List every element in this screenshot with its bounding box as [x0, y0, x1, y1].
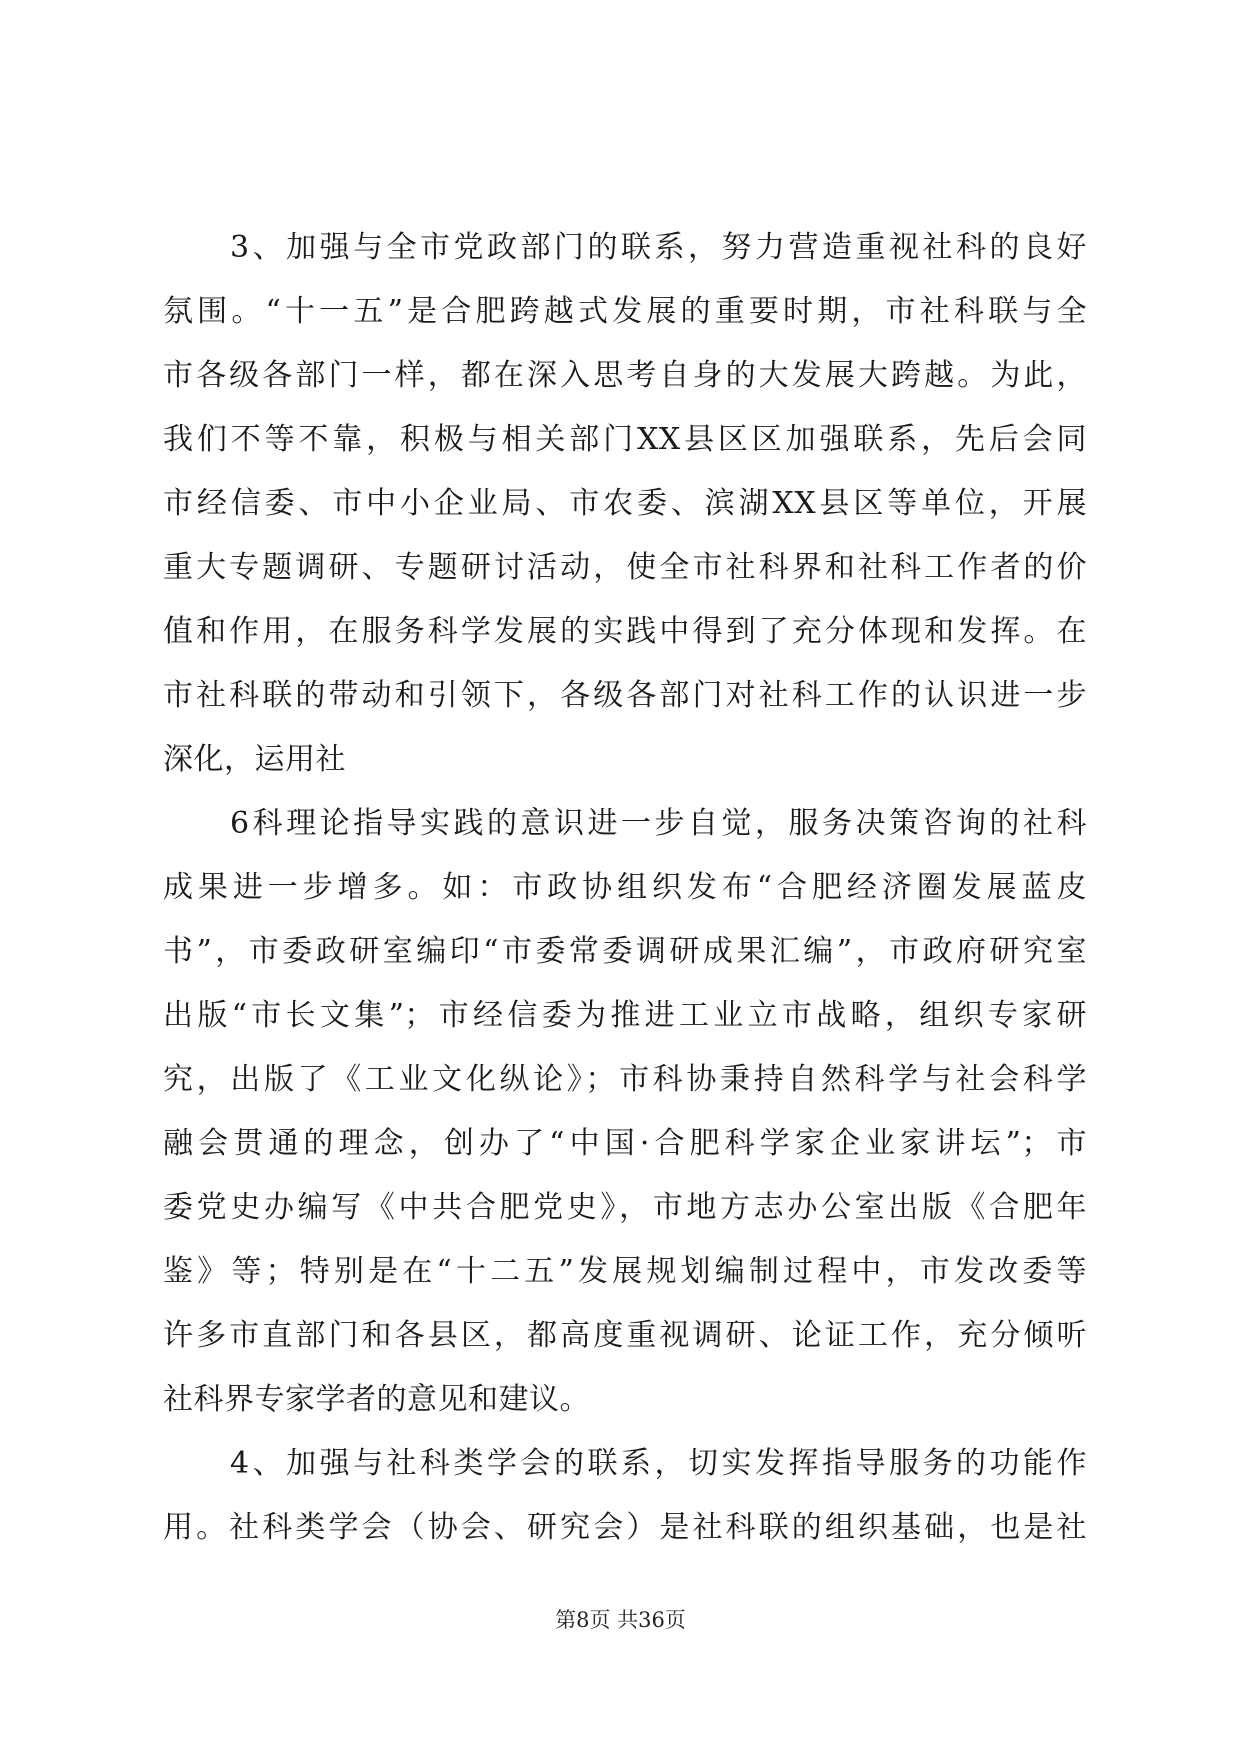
text-line-20: 4、加强与社科类学会的联系，切实发挥指导服务的功能作 [163, 1446, 1087, 1481]
text-line-10: 6科理论指导实践的意识进一步自觉，服务决策咨询的社科 [163, 806, 1087, 841]
text-line-19: 社科界专家学者的意见和建议。 [163, 1382, 590, 1417]
text-line-8: 市社科联的带动和引领下，各级各部门对社科工作的认识进一步 [163, 678, 1087, 713]
text-line-13: 出版“市长文集”；市经信委为推进工业立市战略，组织专家研 [163, 998, 1087, 1033]
page-footer: 第8页 共36页 [555, 1608, 686, 1632]
text-line-4: 我们不等不靠，积极与相关部门XX县区区加强联系，先后会同 [163, 422, 1087, 457]
text-line-12: 书”，市委政研室编印“市委常委调研成果汇编”，市政府研究室 [163, 934, 1087, 969]
text-line-7: 值和作用，在服务科学发展的实践中得到了充分体现和发挥。在 [163, 614, 1087, 649]
text-line-11: 成果进一步增多。如：市政协组织发布“合肥经济圈发展蓝皮 [163, 870, 1087, 905]
text-line-21: 用。社科类学会（协会、研究会）是社科联的组织基础，也是社 [163, 1510, 1087, 1545]
text-line-16: 委党史办编写《中共合肥党史》，市地方志办公室出版《合肥年 [163, 1190, 1087, 1225]
text-line-17: 鉴》等；特别是在“十二五”发展规划编制过程中，市发改委等 [163, 1254, 1087, 1289]
text-line-2: 氛围。“十一五”是合肥跨越式发展的重要时期，市社科联与全 [163, 294, 1087, 329]
body-text [163, 228, 1087, 1572]
text-line-18: 许多市直部门和各县区，都高度重视调研、论证工作，充分倾听 [163, 1318, 1087, 1353]
text-line-3: 市各级各部门一样，都在深入思考自身的大发展大跨越。为此， [163, 358, 1087, 393]
text-line-6: 重大专题调研、专题研讨活动，使全市社科界和社科工作者的价 [163, 550, 1087, 585]
text-line-9: 深化，运用社 [163, 742, 346, 777]
text-line-5: 市经信委、市中小企业局、市农委、滨湖XX县区等单位，开展 [163, 486, 1087, 521]
text-line-15: 融会贯通的理念，创办了“中国·合肥科学家企业家讲坛”；市 [163, 1126, 1087, 1161]
text-line-1: 3、加强与全市党政部门的联系，努力营造重视社科的良好 [163, 230, 1087, 265]
text-line-14: 究，出版了《工业文化纵论》；市科协秉持自然科学与社会科学 [163, 1062, 1087, 1097]
